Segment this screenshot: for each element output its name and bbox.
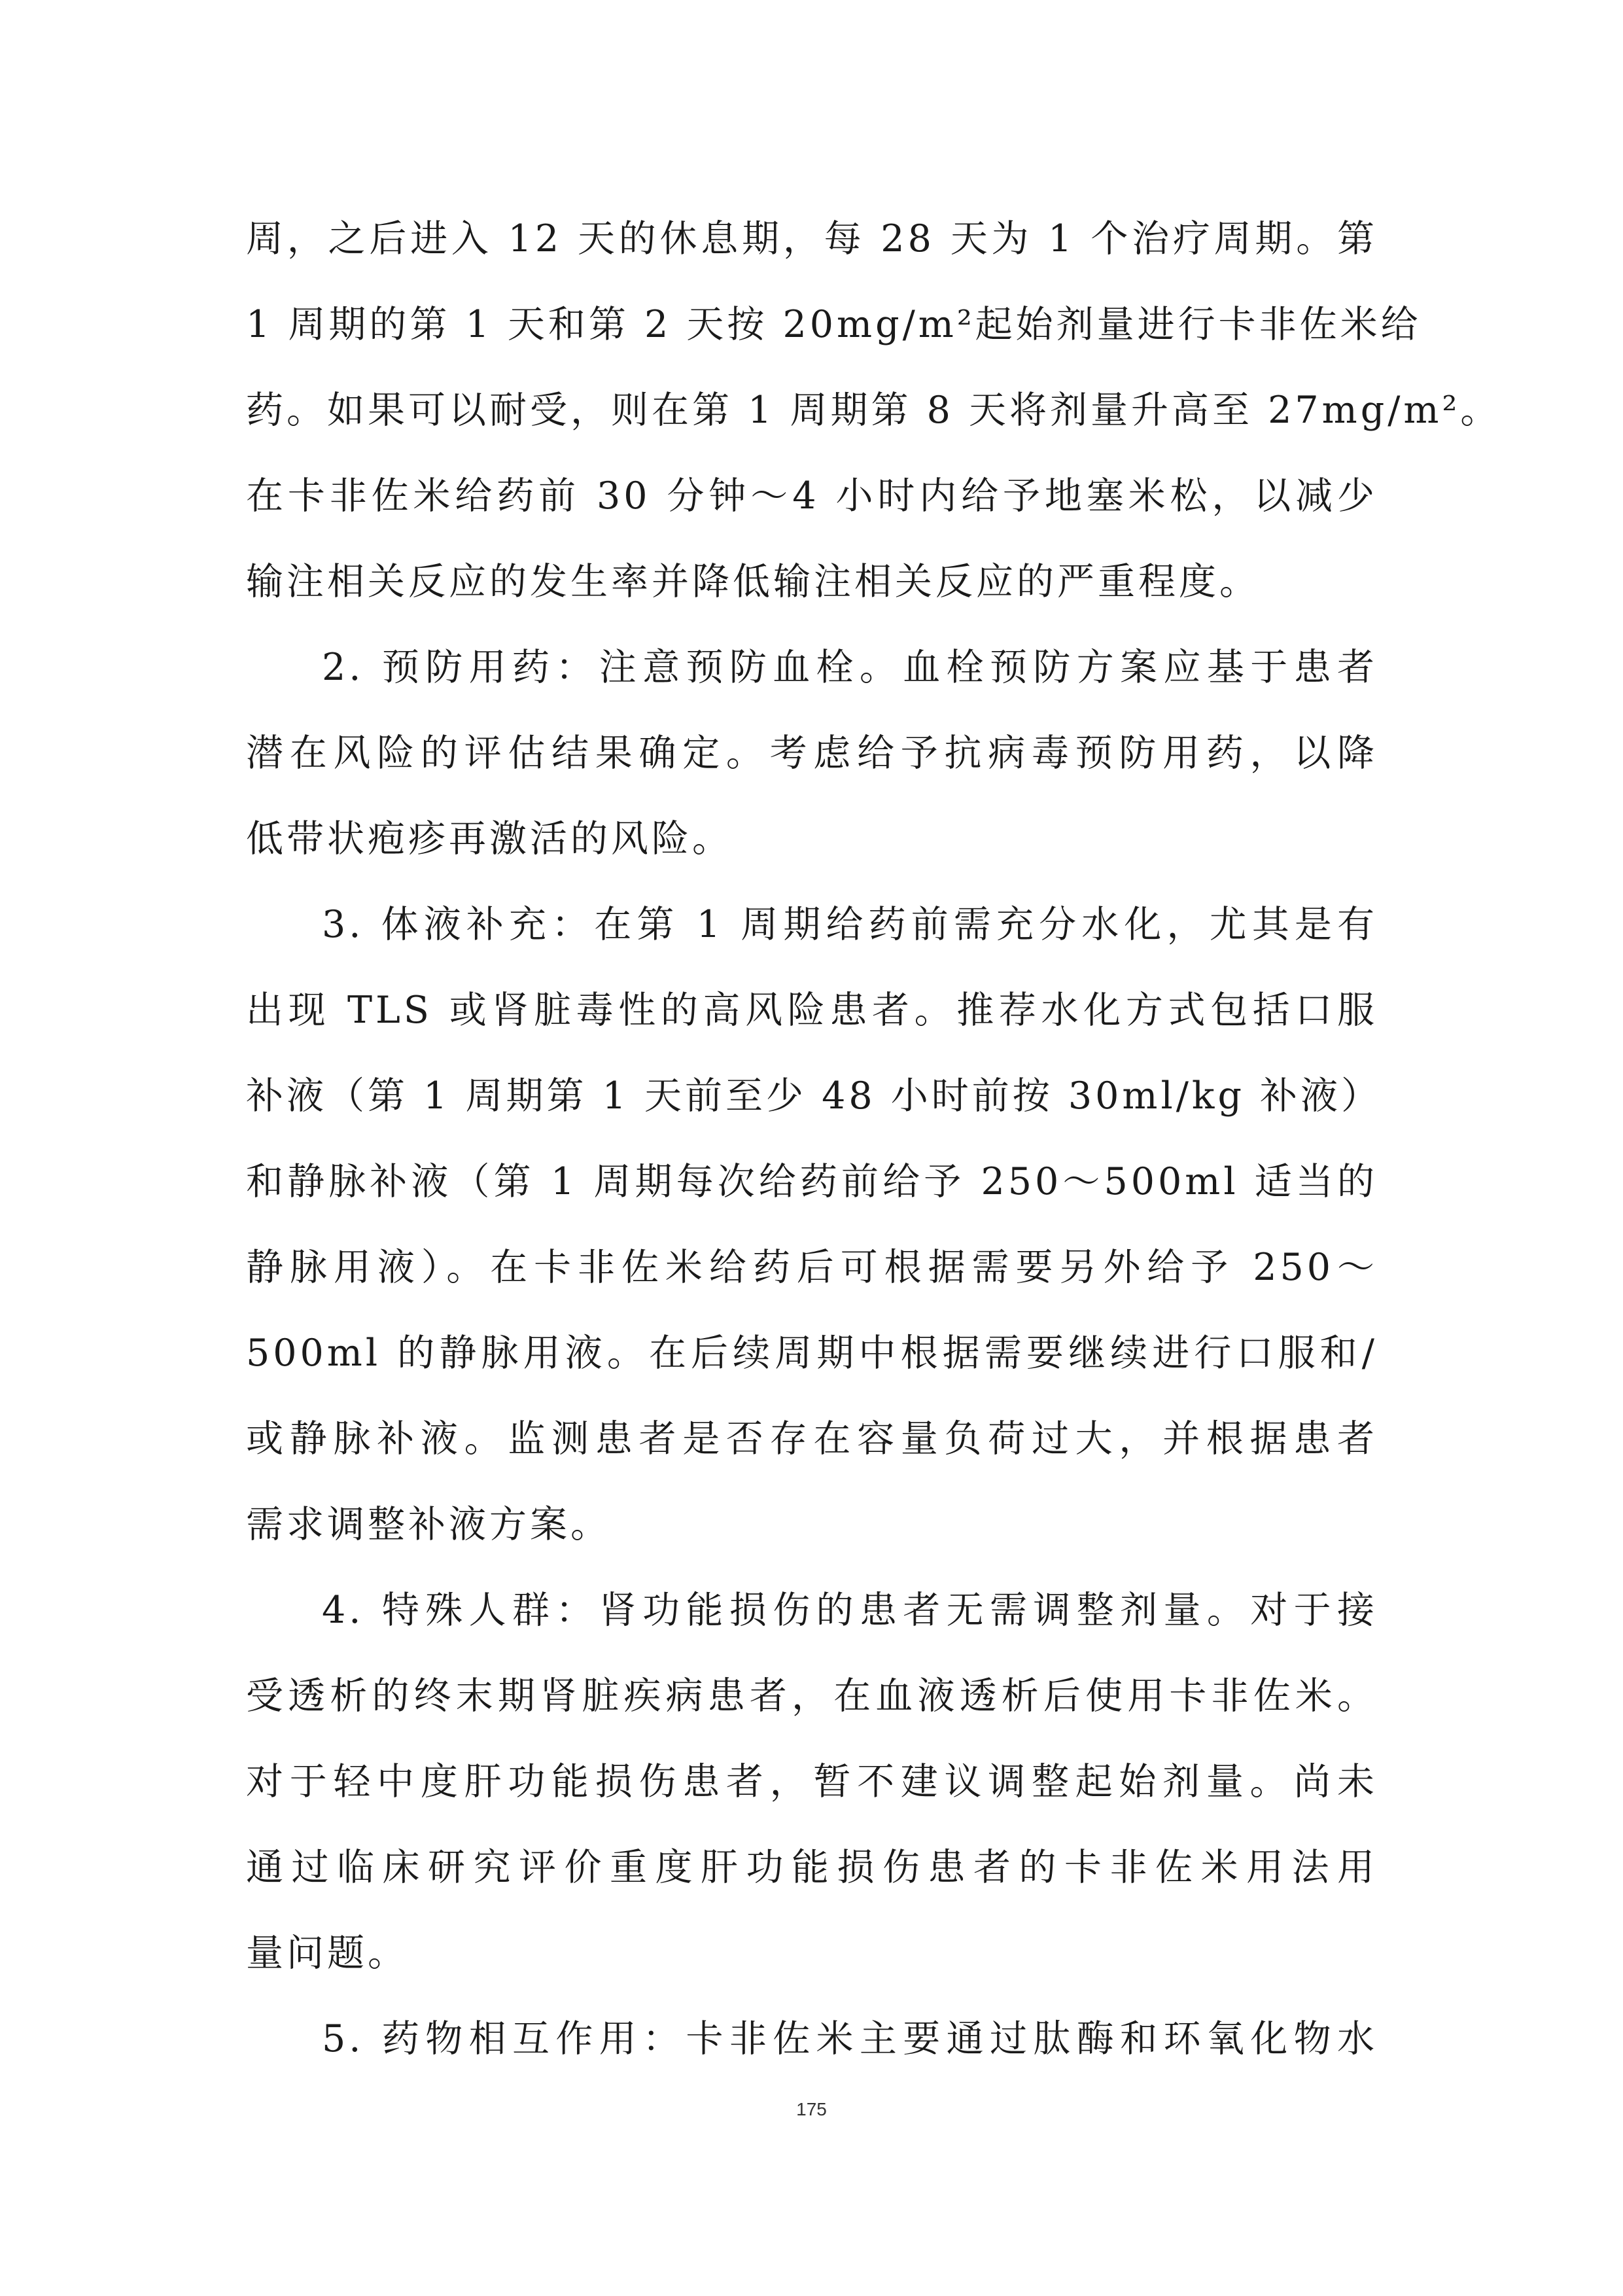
text-line: 出现 TLS 或肾脏毒性的高风险患者。推荐水化方式包括口服 [246, 989, 1378, 1032]
page-number: 175 [796, 2099, 827, 2119]
paragraph-prophylaxis [246, 625, 1378, 882]
paragraph-special-populations [246, 1568, 1378, 1996]
text-line: 低带状疱疹再激活的风险。 [246, 817, 733, 860]
text-line: 补液（第 1 周期第 1 天前至少 48 小时前按 30ml/kg 补液） [246, 1074, 1382, 1118]
paragraph-hydration [246, 882, 1382, 1568]
text-line: 静脉用液）。在卡非佐米给药后可根据需要另外给予 250～ [246, 1246, 1378, 1289]
text-line: 量问题。 [246, 1932, 408, 1975]
text-line: 潜在风险的评估结果确定。考虑给予抗病毒预防用药，以降 [246, 732, 1378, 775]
paragraph-drug-interactions [246, 1996, 1378, 2082]
text-line: 药。如果可以耐受，则在第 1 周期第 8 天将剂量升高至 27mg/m²。 [246, 389, 1501, 432]
text-line: 受透析的终末期肾脏疾病患者，在血液透析后使用卡非佐米。 [246, 1674, 1378, 1718]
text-line: 2. 预防用药：注意预防血栓。血栓预防方案应基于患者 [322, 646, 1378, 689]
body-text [246, 196, 1501, 2082]
text-line: 或静脉补液。监测患者是否存在容量负荷过大，并根据患者 [246, 1417, 1378, 1460]
text-line: 5. 药物相互作用：卡非佐米主要通过肽酶和环氧化物水 [322, 2017, 1378, 2060]
text-line: 1 周期的第 1 天和第 2 天按 20mg/m²起始剂量进行卡非佐米给 [246, 303, 1422, 346]
text-line: 需求调整补液方案。 [246, 1503, 611, 1546]
text-line: 和静脉补液（第 1 周期每次给药前给予 250～500ml 适当的 [246, 1160, 1378, 1203]
paragraph-dosing-schedule [246, 196, 1501, 625]
text-line: 4. 特殊人群：肾功能损伤的患者无需调整剂量。对于接 [322, 1589, 1378, 1632]
text-line: 通过临床研究评价重度肝功能损伤患者的卡非佐米用法用 [246, 1846, 1378, 1889]
text-line: 在卡非佐米给药前 30 分钟～4 小时内给予地塞米松，以减少 [246, 474, 1378, 518]
text-line: 输注相关反应的发生率并降低输注相关反应的严重程度。 [246, 560, 1260, 603]
text-line: 对于轻中度肝功能损伤患者，暂不建议调整起始剂量。尚未 [246, 1760, 1378, 1803]
text-line: 周，之后进入 12 天的休息期，每 28 天为 1 个治疗周期。第 [246, 217, 1378, 260]
text-line: 500ml 的静脉用液。在后续周期中根据需要继续进行口服和/ [246, 1332, 1378, 1375]
text-line: 3. 体液补充：在第 1 周期给药前需充分水化，尤其是有 [322, 903, 1378, 946]
